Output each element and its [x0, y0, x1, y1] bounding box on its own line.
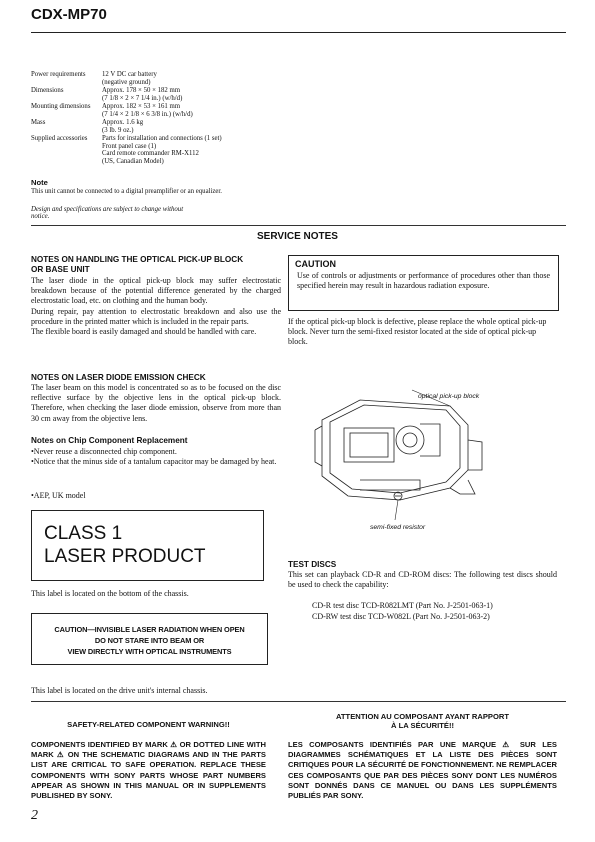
caution-label-location: This label is located on the drive unit's internal chassis.	[31, 686, 208, 695]
note-text: This unit cannot be connected to a digital preamplifier or an equalizer.	[31, 188, 222, 195]
caution-radiation-label	[31, 613, 268, 665]
safety-fr-title-line: ATTENTION AU COMPOSANT AYANT RAPPORT	[336, 712, 509, 721]
caution-box-title: CAUTION	[295, 259, 336, 269]
caution-label-line: VIEW DIRECTLY WITH OPTICAL INSTRUMENTS	[67, 647, 232, 656]
class-label-line: LASER PRODUCT	[44, 546, 206, 567]
pickup-text: If the optical pick-up block is defective, please replace the whole optical pick-up block. Never turn the semi-fixed resistor located at the side of optical pick-up block.	[288, 317, 547, 347]
model-title: CDX-MP70	[31, 6, 107, 23]
spec-value-line: Approx. 182 × 53 × 161 mm	[102, 103, 181, 110]
handling-title-line: NOTES ON HANDLING THE OPTICAL PICK-UP BLOCK	[31, 255, 244, 264]
caution-label-line: DO NOT STARE INTO BEAM OR	[94, 636, 205, 645]
test-discs-text: This set can playback CD-R and CD-ROM discs: The following test discs should be used to check the capability:	[288, 570, 557, 590]
handling-text	[31, 276, 281, 337]
spec-value-line: Card remote commander RM-X112	[102, 150, 199, 158]
class-1-label	[31, 510, 264, 581]
spec-value-line: (7 1/8 × 2 × 7 1/4 in.) (w/h/d)	[102, 94, 183, 102]
spec-label: Power requirements	[31, 71, 86, 78]
note-title: Note	[31, 178, 48, 187]
spec-value	[102, 103, 302, 118]
spec-value	[102, 71, 302, 86]
spec-label: Supplied accessories	[31, 135, 88, 142]
page-number: 2	[31, 808, 38, 823]
test-disc-item: CD-R test disc TCD-R082LMT (Part No. J-2501-063-1)	[312, 601, 493, 610]
chip-list	[31, 447, 281, 467]
chip-bullet: •Notice that the minus side of a tantalum capacitor may be damaged by heat.	[31, 457, 277, 467]
safety-warning-text: COMPONENTS IDENTIFIED BY MARK ⚠ OR DOTTED LINE WITH MARK ⚠ ON THE SCHEMATIC DIAGRAMS AND IN THE PARTS LIST ARE CRITICAL TO SAFE OPERATION. REPLACE THESE COMPONENTS WITH SONY PARTS WHOSE PART NUMBERS APPEAR AS SHOWN IN THIS MANUAL OR IN SUPPLEMENTS PUBLISHED BY SONY.	[31, 740, 266, 801]
disclaimer-line: notice.	[31, 213, 50, 220]
service-notes-title: SERVICE NOTES	[257, 231, 338, 242]
spec-value-line: Approx. 1.6 kg	[102, 119, 144, 126]
caution-label-line: CAUTION—INVISIBLE LASER RADIATION WHEN OPEN	[54, 625, 245, 634]
caution-box	[288, 255, 559, 311]
spec-value-line: Parts for installation and connections (1 set)	[102, 135, 222, 142]
spec-value	[102, 87, 302, 102]
spec-value	[102, 135, 302, 165]
handling-title-line: OR BASE UNIT	[31, 265, 90, 274]
label-optical-pickup-block: optical pick-up block	[418, 393, 480, 400]
spec-value-line: 12 V DC car battery	[102, 71, 157, 78]
chip-title: Notes on Chip Component Replacement	[31, 436, 188, 445]
test-discs-title: TEST DISCS	[288, 560, 337, 569]
spec-value-line: Front panel case (1)	[102, 142, 157, 150]
label-semi-fixed-resistor: semi-fixed resistor	[370, 524, 426, 531]
spec-value-line: (3 lb. 9 oz.)	[102, 126, 134, 134]
spec-label: Dimensions	[31, 87, 64, 94]
spec-value-line: (7 1/4 × 2 1/8 × 6 3/8 in.) (w/h/d)	[102, 110, 193, 118]
disclaimer-line: Design and specifications are subject to change without	[31, 206, 184, 213]
aep-note: •AEP, UK model	[31, 491, 86, 500]
pickup-block-drawing	[315, 400, 482, 500]
paragraph: The laser diode in the optical pick-up block may suffer electrostatic breakdown because of the potential difference generated by the charged electrostatic load, etc. on clothing and the human body.	[31, 276, 281, 306]
safety-warning-title: SAFETY-RELATED COMPONENT WARNING!!	[67, 720, 230, 729]
safety-warning-fr-title	[288, 712, 557, 730]
paragraph: The flexible board is easily damaged and should be handled with care.	[31, 327, 257, 337]
bottom-rule	[31, 701, 566, 702]
spec-label: Mass	[31, 119, 46, 126]
spec-value	[102, 119, 302, 134]
emission-text: The laser beam on this model is concentrated so as to be focused on the disc reflective surface by the objective lens in the optical pick-up block. Therefore, when checking the laser diode emission, observe from more than 30 cm away from the objective lens.	[31, 383, 281, 423]
test-disc-item: CD-RW test disc TCD-W082L (Part No. J-2501-063-2)	[312, 612, 490, 621]
spec-value-line: (US, Canadian Model)	[102, 157, 164, 165]
class-label-line: CLASS 1	[44, 523, 123, 544]
paragraph: During repair, pay attention to electrostatic breakdown and also use the procedure in the printed matter which is included in the repair parts.	[31, 306, 281, 326]
safety-fr-title-line: À LA SÉCURITÉ!!	[391, 721, 454, 730]
section-rule	[31, 225, 566, 226]
caution-box-text: Use of controls or adjustments or performance of procedures other than those specified herein may result in hazardous radiation exposure.	[297, 271, 550, 291]
specifications	[31, 71, 291, 181]
class-label-location: This label is located on the bottom of the chassis.	[31, 589, 189, 598]
handling-title	[31, 255, 281, 275]
spec-value-line: Approx. 178 × 50 × 182 mm	[102, 87, 181, 94]
header-rule	[31, 32, 566, 33]
emission-title: NOTES ON LASER DIODE EMISSION CHECK	[31, 373, 206, 382]
chip-bullet: •Never reuse a disconnected chip component.	[31, 447, 177, 456]
safety-warning-fr-text: LES COMPOSANTS IDENTIFIÉS PAR UNE MARQUE ⚠ SUR LES DIAGRAMMES SCHÉMATIQUES ET LA LISTE DES PIÈCES SONT CRITIQUES POUR LA SÉCURITÉ DE FONCTIONNEMENT. NE REMPLACER CES COMPOSANTS QUE PAR DES PIÈCES SONY DONT LES NUMÉROS SONT DONNÉS DANS CE MANUEL OU DANS LES SUPPLÉMENTS PUBLIÉS PAR SONY.	[288, 740, 557, 801]
spec-label: Mounting dimensions	[31, 103, 91, 110]
spec-value-line: (negative ground)	[102, 78, 151, 86]
